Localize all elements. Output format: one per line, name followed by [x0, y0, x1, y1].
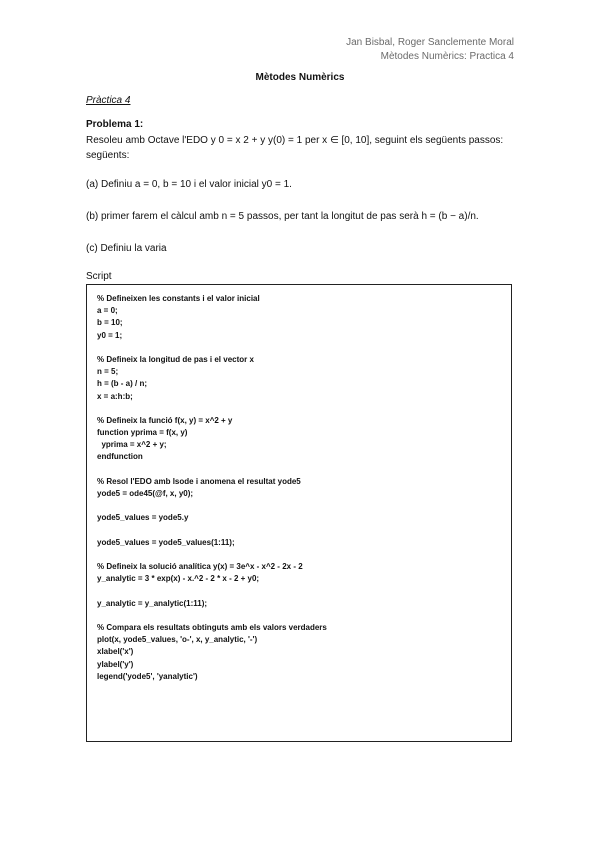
header-course: Mètodes Numèrics: Practica 4 — [380, 51, 514, 62]
code-line: yode5 = ode45(@f, x, y0); — [97, 489, 194, 498]
code-line — [97, 610, 327, 622]
code-line: % Resol l'EDO amb lsode i anomena el resultat yode5 — [97, 476, 301, 486]
code-line — [97, 586, 327, 598]
page-header — [346, 36, 514, 64]
code-line: xlabel('x') — [97, 647, 134, 657]
code-line: y_analytic = 3 * exp(x) - x.^2 - 2 * x - 2 + y0; — [97, 574, 260, 584]
code-line: plot(x, yode5_values, 'o-', x, y_analytic, '-') — [97, 635, 258, 645]
code-box — [86, 284, 512, 742]
code-line: ylabel('y') — [97, 659, 134, 669]
step-c: (c) Definiu la varia — [86, 243, 167, 254]
code-line: b = 10; — [97, 318, 123, 328]
code-line: % Compara els resultats obtinguts amb els valors verdaders — [97, 623, 327, 633]
code-line: function yprima = f(x, y) — [97, 428, 188, 438]
document-title: Mètodes Numèrics — [255, 72, 345, 83]
code-line: legend('yode5', 'yanalytic') — [97, 671, 198, 681]
problem-statement: Resoleu amb Octave l'EDO y 0 = x 2 + y y(0) = 1 per x ∈ [0, 10], seguint els següents passos: següents: — [86, 135, 504, 161]
problem-title: Problema 1: — [86, 119, 144, 130]
code-line: % Defineix la longitud de pas i el vector x — [97, 354, 254, 364]
code-line: yode5_values = yode5_values(1:11); — [97, 537, 235, 547]
code-line: yode5_values = yode5.y — [97, 513, 189, 523]
code-line — [97, 525, 327, 537]
code-listing — [97, 293, 327, 683]
problem-title-text: Problema 1 — [86, 119, 140, 130]
code-line: h = (b - a) / n; — [97, 379, 147, 389]
code-line — [97, 342, 327, 354]
code-line: yprima = x^2 + y; — [97, 440, 167, 450]
step-a: (a) Definiu a = 0, b = 10 i el valor inicial y0 = 1. — [86, 179, 292, 190]
code-line — [97, 403, 327, 415]
code-line: endfunction — [97, 452, 143, 462]
step-b: (b) primer farem el càlcul amb n = 5 passos, per tant la longitut de pas serà h = (b − a)/n. — [86, 211, 479, 222]
code-line: x = a:h:b; — [97, 391, 133, 401]
code-line — [97, 500, 327, 512]
code-line: % Defineix la solució analítica y(x) = 3e^x - x^2 - 2x - 2 — [97, 562, 303, 572]
code-line: y_analytic = y_analytic(1:11); — [97, 598, 208, 608]
code-line — [97, 464, 327, 476]
header-authors: Jan Bisbal, Roger Sanclemente Moral — [346, 37, 514, 48]
script-label: Script — [86, 271, 112, 282]
code-line: % Defineixen les constants i el valor inicial — [97, 294, 260, 303]
code-line: a = 0; — [97, 306, 118, 316]
code-line: % Defineix la funció f(x, y) = x^2 + y — [97, 415, 233, 425]
code-line: y0 = 1; — [97, 330, 123, 340]
section-label: Pràctica 4 — [86, 95, 131, 106]
code-line: n = 5; — [97, 367, 119, 377]
code-line — [97, 549, 327, 561]
